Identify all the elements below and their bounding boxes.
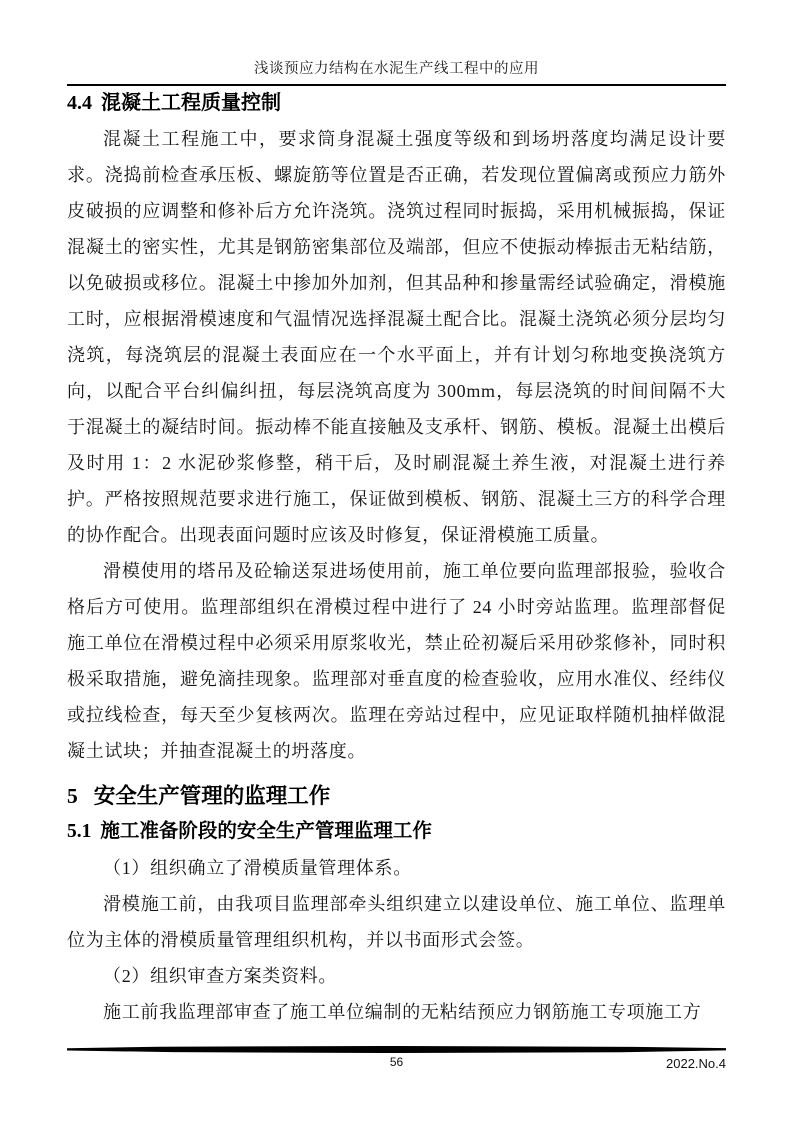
paragraph-slipform-supervision: 滑模使用的塔吊及砼输送泵进场使用前，施工单位要向监理部报验，验收合格后方可使用。监理部组织在滑模过程中进行了 24 小时旁站监理。监理部督促施工单位在滑模过程中必须采用原浆收光，禁止砼初凝后采用砂浆修补，同时积极采取措施，避免滴挂现象。监理部对垂直度的检查验收，应用水准仪、经纬仪或拉线检查，每天至少复核两次。监理在旁站过程中，应见证取样随机抽样做混凝土试块；并抽查混凝土的坍落度。 — [67, 561, 726, 761]
section-heading-5 — [67, 782, 726, 810]
running-header-title: 浅谈预应力结构在水泥生产线工程中的应用 — [254, 61, 539, 77]
list-item-2: （2）组织审查方案类资料。 — [103, 966, 338, 986]
page-number: 56 — [389, 1055, 404, 1069]
section-title: 施工准备阶段的安全生产管理监理工作 — [100, 820, 432, 842]
issue-label: 2022.No.4 — [666, 1056, 726, 1071]
section-number: 5.1 — [67, 821, 92, 842]
section-title: 安全生产管理的监理工作 — [93, 784, 331, 808]
footer-rule — [67, 1046, 726, 1053]
paragraph-quality-management-system: 滑模施工前，由我项目监理部牵头组织建立以建设单位、施工单位、监理单位为主体的滑模质量管理组织机构，并以书面形式会签。 — [67, 894, 726, 950]
header-rule — [67, 84, 726, 86]
paragraph-concrete-quality-control: 混凝土工程施工中，要求筒身混凝土强度等级和到场坍落度均满足设计要求。浇捣前检查承压板、螺旋筋等位置是否正确，若发现位置偏离或预应力筋外皮破损的应调整和修补后方允许浇筑。浇筑过程同时振捣，采用机械振捣，保证混凝土的密实性，尤其是钢筋密集部位及端部，但应不使振动棒振击无粘结筋，以免破损或移位。混凝土中掺加外加剂，但其品种和掺量需经试验确定，滑模施工时，应根据滑模速度和气温情况选择混凝土配合比。混凝土浇筑必须分层均匀浇筑，每浇筑层的混凝土表面应在一个水平面上，并有计划匀称地变换浇筑方向，以配合平台纠偏纠扭，每层浇筑高度为 300mm，每层浇筑的时间间隔不大于混凝土的凝结时间。振动棒不能直接触及支承杆、钢筋、模板。混凝土出模后及时用 1：2 水泥砂浆修整，稍干后，及时刷混凝土养生液，对混凝土进行养护。严格按照规范要求进行施工，保证做到模板、钢筋、混凝土三方的科学合理的协作配合。出现表面问题时应该及时修复，保证滑模施工质量。 — [67, 129, 726, 545]
section-heading-5-1 — [67, 819, 726, 844]
section-title: 混凝土工程质量控制 — [101, 92, 281, 114]
footer-row — [67, 1055, 726, 1075]
list-item-1: （1）组织确立了滑模质量管理体系。 — [103, 858, 412, 878]
section-number: 5 — [67, 784, 78, 808]
section-number: 4.4 — [67, 92, 92, 114]
page-footer — [67, 1046, 726, 1075]
section-heading-4-4 — [67, 90, 726, 116]
paragraph-scheme-review: 施工前我监理部审查了施工单位编制的无粘结预应力钢筋施工专项施工方 — [103, 1002, 702, 1022]
